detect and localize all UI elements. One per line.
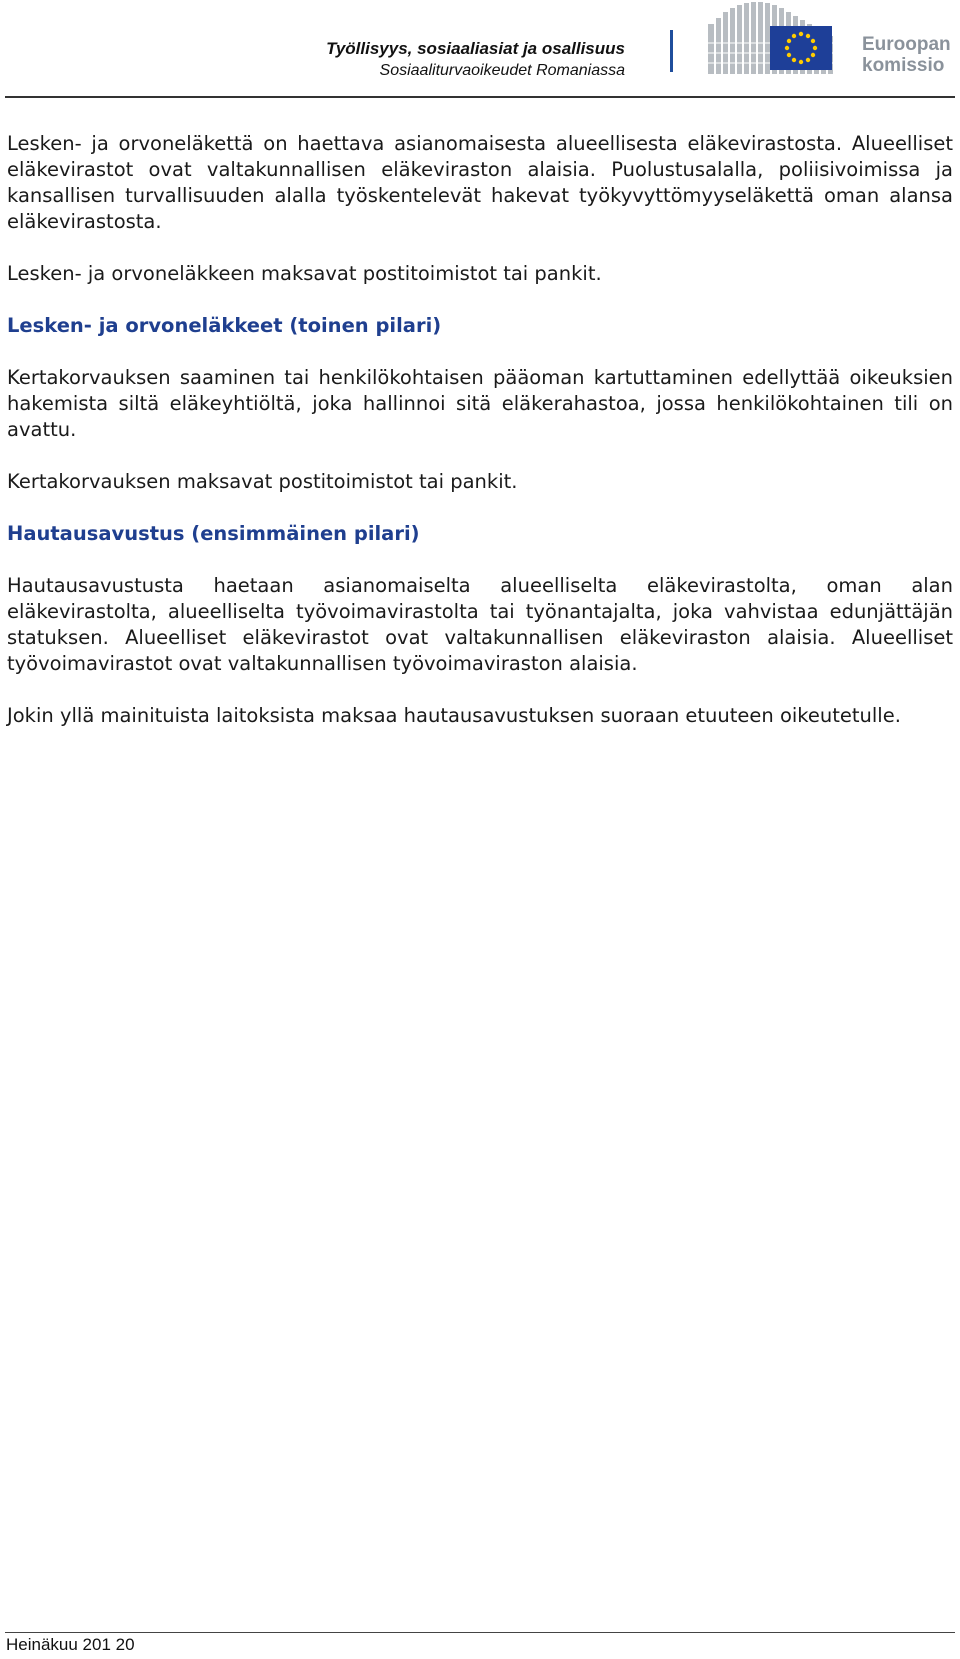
footer-date: Heinäkuu 201 20 xyxy=(6,1635,135,1654)
header-text xyxy=(326,38,625,82)
heading-second-pillar: Lesken- ja orvoneläkkeet (toinen pilari) xyxy=(7,314,442,337)
paragraph-application: Lesken- ja orvoneläkettä on haettava asianomaisesta alueellisesta eläkevirastosta. Alueelliset eläkevirastot ovat valtakunnallisen eläkeviraston alaisia. Puolustusalalla, poliisivoimissa ja kansallisen turvallisuuden alalla työskentelevät hakevat työkyvyttömyyseläkettä oman alansa eläkevirastosta. xyxy=(7,132,953,233)
header-rule xyxy=(5,96,955,98)
paragraph-funeral-payment: Jokin yllä mainituista laitoksista maksaa hautausavustuksen suoraan etuuteen oikeutetulle. xyxy=(7,704,901,727)
header-title: Työllisyys, sosiaaliasiat ja osallisuus xyxy=(326,39,625,58)
paragraph-funeral-application: Hautausavustusta haetaan asianomaiselta alueelliselta eläkevirastolta, oman alan eläkevirastolta, alueelliselta työvoimavirastolta tai työnantajalta, joka vahvistaa edunjättäjän statuksen. Alueelliset eläkevirastot ovat valtakunnallisen eläkeviraston alaisia. Alueelliset työvoimavirastot ovat valtakunnallisen työvoimaviraston alaisia. xyxy=(7,574,953,675)
header-divider xyxy=(670,30,673,72)
footer-rule xyxy=(5,1632,955,1633)
paragraph-payment: Lesken- ja orvoneläkkeen maksavat postitoimistot tai pankit. xyxy=(7,262,602,285)
document-body xyxy=(7,131,953,755)
eu-flag-icon xyxy=(770,26,832,70)
brand-line-1: Euroopan xyxy=(862,34,951,55)
header-subtitle: Sosiaaliturvaoikeudet Romaniassa xyxy=(379,62,625,79)
paragraph-lump-sum: Kertakorvauksen saaminen tai henkilökohtaisen pääoman kartuttaminen edellyttää oikeuksien hakemista siltä eläkeyhtiöltä, joka hallinnoi sitä eläkerahastoa, jossa henkilökohtainen tili on avattu. xyxy=(7,366,953,441)
page-header xyxy=(0,0,960,98)
paragraph-lump-sum-payment: Kertakorvauksen maksavat postitoimistot tai pankit. xyxy=(7,470,518,493)
brand-line-2: komissio xyxy=(862,55,945,76)
ec-brand-name xyxy=(862,34,951,76)
heading-funeral-grant: Hautausavustus (ensimmäinen pilari) xyxy=(7,522,420,545)
